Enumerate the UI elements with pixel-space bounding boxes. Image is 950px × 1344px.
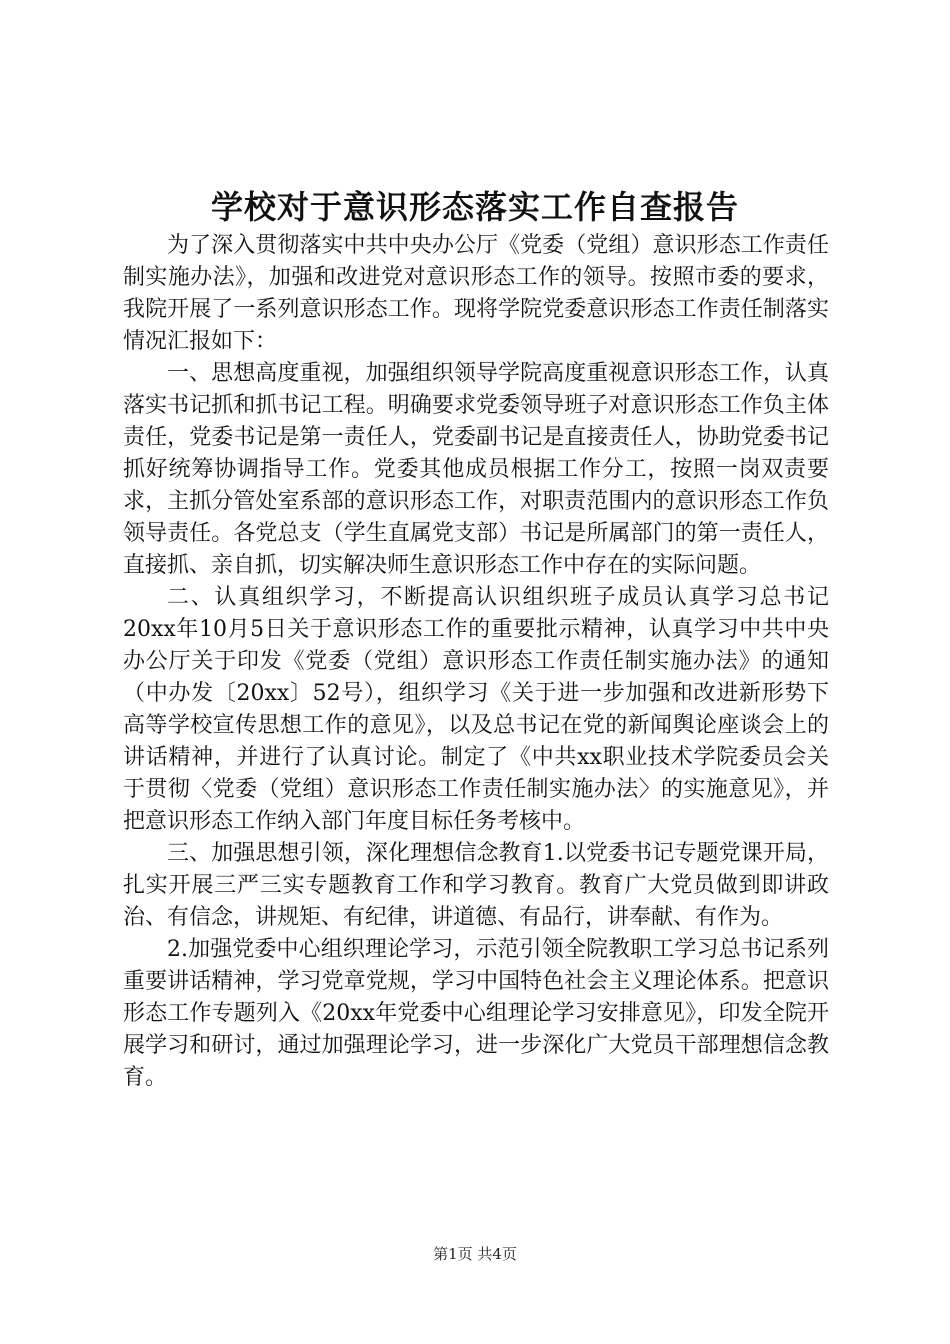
paragraph-section-1: 一、思想高度重视，加强组织领导学院高度重视意识形态工作，认真落实书记抓和抓书记工程。明确要求党委领导班子对意识形态工作负主体责任，党委书记是第一责任人，党委副书记是直接责任人，协助党委书记抓好统筹协调指导工作。党委其他成员根据工作分工，按照一岗双责要求，主抓分管处室系部的意识形态工作，对职责范围内的意识形态工作负领导责任。各党总支（学生直属党支部）书记是所属部门的第一责任人，直接抓、亲自抓，切实解决师生意识形态工作中存在的实际问题。 — [123, 361, 829, 578]
paragraph-section-3-item-2: 2.加强党委中心组织理论学习，示范引领全院教职工学习总书记系列重要讲话精神，学习党章党规，学习中国特色社会主义理论体系。把意识形态工作专题列入《20xx年党委中心组理论学习安排意见》，印发全院开展学习和研讨，通过加强理论学习，进一步深化广大党员干部理想信念教育。 — [123, 937, 829, 1090]
document-body — [123, 230, 829, 1094]
paragraph-section-2: 二、认真组织学习，不断提高认识组织班子成员认真学习总书记20xx年10月5日关于意识形态工作的重要批示精神，认真学习中共中央办公厅关于印发《党委（党组）意识形态工作责任制实施办法》的通知（中办发〔20xx〕52号），组织学习《关于进一步加强和改进新形势下高等学校宣传思想工作的意见》，以及总书记在党的新闻舆论座谈会上的讲话精神，并进行了认真讨论。制定了《中共xx职业技术学院委员会关于贯彻〈党委（党组）意识形态工作责任制实施办法〉的实施意见》，并把意识形态工作纳入部门年度目标任务考核中。 — [123, 585, 829, 834]
paragraph-intro: 为了深入贯彻落实中共中央办公厅《党委（党组）意识形态工作责任制实施办法》，加强和改进党对意识形态工作的领导。按照市委的要求，我院开展了一系列意识形态工作。现将学院党委意识形态工作责任制落实情况汇报如下： — [123, 233, 829, 354]
page-number-footer: 第1页 共4页 — [433, 1245, 517, 1263]
document-title: 学校对于意识形态落实工作自查报告 — [210, 188, 739, 226]
paragraph-section-3: 三、加强思想引领，深化理想信念教育1.以党委书记专题党课开局，扎实开展三严三实专题教育工作和学习教育。教育广大党员做到即讲政治、有信念，讲规矩、有纪律，讲道德、有品行，讲奉献、有作为。 — [123, 841, 829, 930]
